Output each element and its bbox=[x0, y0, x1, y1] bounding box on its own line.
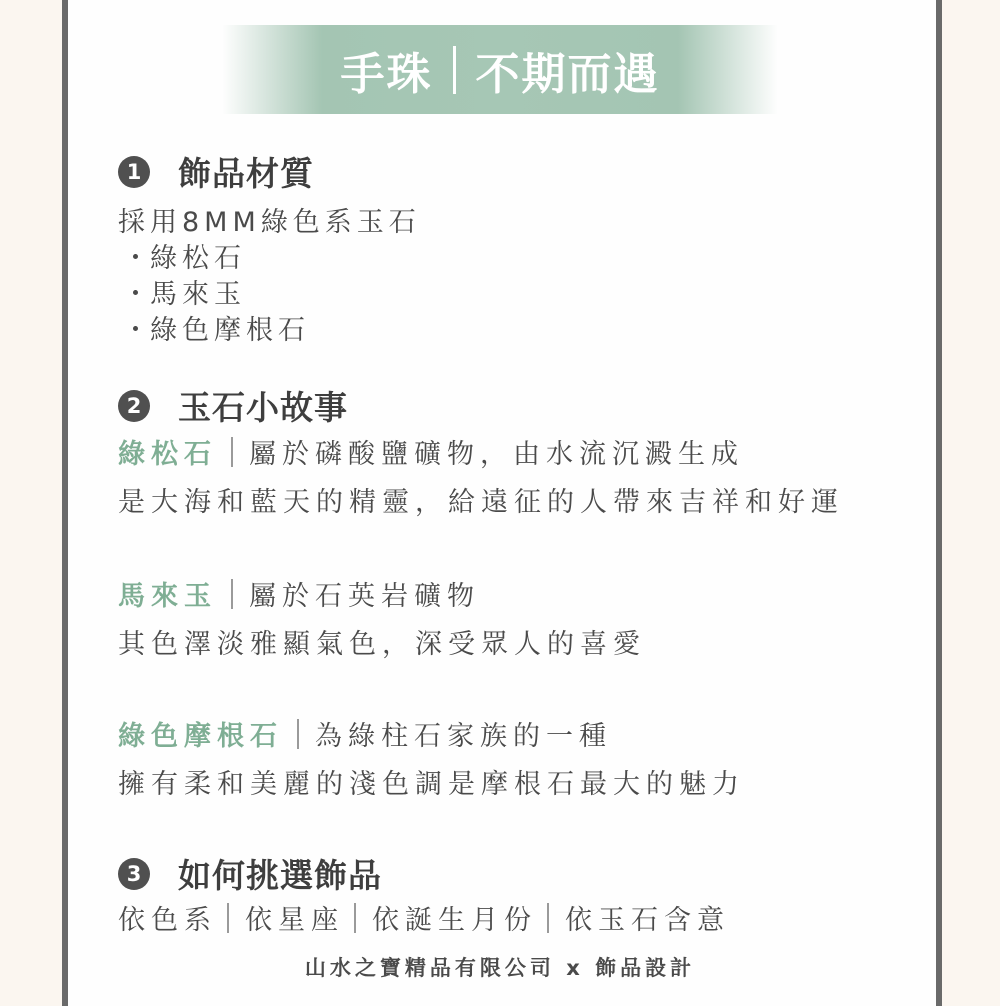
section-number-badge: 3 bbox=[118, 858, 150, 890]
bullet-mark: ・ bbox=[122, 315, 154, 346]
tip-item: 依色系 bbox=[118, 905, 217, 936]
tip-item: 依星座 bbox=[245, 905, 344, 936]
material-intro: 採用8MM綠色系玉石 bbox=[118, 207, 421, 238]
stone-name: 馬來玉 bbox=[118, 581, 217, 612]
divider bbox=[547, 903, 549, 933]
tip-item: 依玉石含意 bbox=[565, 905, 730, 936]
story-text: 為綠柱石家族的一種 bbox=[315, 721, 612, 752]
section-heading-material bbox=[118, 148, 314, 195]
title-left: 手珠 bbox=[340, 48, 433, 100]
title-right: 不期而遇 bbox=[475, 48, 660, 100]
bullet-mark: ・ bbox=[122, 243, 154, 274]
material-item-label: 馬來玉 bbox=[150, 279, 246, 310]
section-heading-stories bbox=[118, 382, 348, 429]
section-heading-selection bbox=[118, 850, 382, 897]
story-text: 屬於石英岩礦物 bbox=[249, 581, 480, 612]
story-malay-jade-line1 bbox=[118, 574, 480, 613]
divider bbox=[227, 903, 229, 933]
divider bbox=[231, 437, 233, 467]
material-item-label: 綠色摩根石 bbox=[150, 315, 310, 346]
material-list-item bbox=[122, 308, 310, 347]
divider bbox=[354, 903, 356, 933]
story-malay-jade-line2: 其色澤淡雅顯氣色，深受眾人的喜愛 bbox=[118, 629, 646, 660]
material-list-item bbox=[122, 272, 246, 311]
story-turquoise-line2: 是大海和藍天的精靈，給遠征的人帶來吉祥和好運 bbox=[118, 487, 844, 518]
title-divider bbox=[453, 46, 456, 94]
story-text: 屬於磷酸鹽礦物，由水流沉澱生成 bbox=[249, 439, 744, 470]
material-list-item bbox=[122, 236, 246, 275]
section-number-badge: 1 bbox=[118, 156, 150, 188]
bullet-mark: ・ bbox=[122, 279, 154, 310]
story-green-morganite-line1 bbox=[118, 714, 612, 753]
stone-name: 綠色摩根石 bbox=[118, 721, 283, 752]
tip-item: 依誕生月份 bbox=[372, 905, 537, 936]
story-turquoise-line1 bbox=[118, 432, 744, 471]
divider bbox=[231, 579, 233, 609]
section-number-badge: 2 bbox=[118, 390, 150, 422]
section-title: 飾品材質 bbox=[178, 154, 314, 193]
section-title: 玉石小故事 bbox=[178, 388, 348, 427]
section-title: 如何挑選飾品 bbox=[178, 856, 382, 895]
company-credit: 山水之寶精品有限公司 x 飾品設計 bbox=[304, 956, 696, 980]
selection-tips bbox=[118, 898, 730, 937]
title-banner bbox=[222, 25, 778, 114]
stone-name: 綠松石 bbox=[118, 439, 217, 470]
divider bbox=[297, 719, 299, 749]
story-green-morganite-line2: 擁有柔和美麗的淺色調是摩根石最大的魅力 bbox=[118, 769, 745, 800]
material-item-label: 綠松石 bbox=[150, 243, 246, 274]
